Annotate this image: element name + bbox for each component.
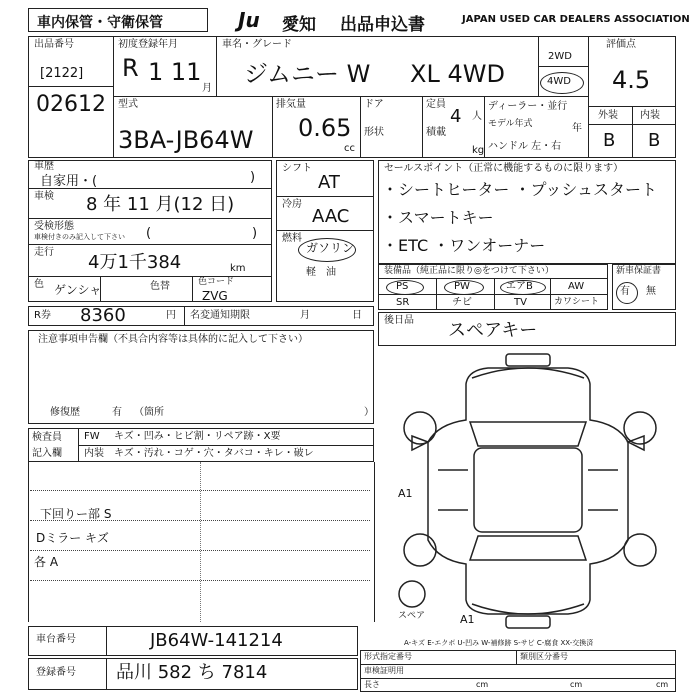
load-kg: kg: [472, 145, 485, 156]
form-title: 出品申込書: [340, 15, 425, 35]
sales-line-2: ・スマートキー: [382, 208, 494, 227]
sales-line-1: ・シートヒーター ・プッシュスタート: [382, 180, 658, 199]
displacement-value: 0.65: [298, 114, 352, 142]
fuel-value: ガソリン: [306, 241, 355, 255]
notes-label: 注意事項申告欄（不具合内容等は具体的に記入して下さい）: [38, 334, 308, 345]
warranty-yes: 有: [620, 286, 630, 297]
acceptance-label: 受検形態: [34, 221, 74, 232]
load-label: 積載: [426, 127, 446, 138]
recycle-value: 8360: [80, 305, 126, 326]
mileage-unit: km: [230, 263, 246, 274]
capacity-value: 4: [450, 106, 462, 127]
storage-label-box: [28, 8, 208, 32]
score-value: 4.5: [612, 66, 651, 94]
registration-label: 初度登録年月: [118, 39, 178, 50]
org-logo: [238, 8, 278, 30]
color-code-label: 色コード: [198, 277, 235, 287]
equip-aw: AW: [568, 281, 585, 292]
sales-points-label: セールスポイント（正常に機能するものに限ります）: [384, 163, 624, 174]
registration-month-unit: 月: [202, 83, 212, 94]
drive-4wd: 4WD: [547, 76, 571, 87]
equipment-label: 装備品（純正品に限り◎をつけて下さい）: [384, 266, 554, 276]
score-int: B: [648, 130, 661, 151]
door-label: ドア: [364, 99, 384, 110]
model-name: ジムニー W: [244, 60, 371, 88]
history-value: 自家用・(: [40, 174, 98, 189]
length-cm-3: cm: [656, 680, 669, 689]
score-label: 評価点: [606, 39, 636, 50]
displacement-label: 排気量: [276, 99, 306, 110]
equip-tv: TV: [514, 297, 527, 308]
inspector-label-1: 検査員: [32, 432, 62, 443]
repair-label: 修復歴: [50, 407, 80, 418]
shift-label: シフト: [282, 163, 312, 174]
spare-label: スペア: [398, 611, 426, 621]
chassis-label: 車台番号: [36, 634, 76, 645]
model-label: 車名・グレード: [222, 39, 292, 50]
notice-month: 月: [300, 310, 310, 321]
inspection-value: 8 年 11 月(12 日): [86, 194, 235, 215]
inspector-note-3: 各 A: [34, 555, 59, 569]
score-ext: B: [603, 130, 616, 151]
equip-chibi: チビ: [452, 297, 472, 308]
notice-day: 日: [352, 310, 362, 321]
inspector-row1-head: FW: [84, 431, 100, 442]
shape-label: 形状: [364, 127, 384, 138]
type-label: 型式: [118, 99, 138, 110]
recycle-label: R券: [34, 310, 51, 321]
score-ext-label: 外装: [598, 110, 618, 121]
inspector-label-2: 記入欄: [32, 448, 62, 459]
dealer-label: ディーラー・並行: [488, 101, 568, 112]
diesel-label: 軽 油: [306, 267, 336, 278]
storage-label: 車内保管・守衛保管: [37, 15, 163, 31]
inspector-row2: キズ・汚れ・コゲ・穴・タバコ・キレ・破レ: [114, 448, 314, 459]
history-close: ): [250, 170, 256, 185]
damage-legend: A-キズ E-エクボ U-凹み W-補修跡 S-サビ C-腐食 XX-交換済: [404, 639, 594, 647]
designated-label: 形式指定番号: [364, 652, 412, 661]
mark-a1-left: A1: [398, 487, 413, 500]
plate-value: 品川 582 ち 7814: [116, 662, 268, 683]
chassis-value: JB64W-141214: [150, 630, 283, 651]
notice-label: 名変通知期限: [190, 310, 250, 321]
registration-era: R: [122, 54, 139, 82]
drive-2wd: 2WD: [548, 51, 572, 62]
category-label: 類別区分番号: [520, 652, 568, 661]
equip-sr: SR: [396, 297, 410, 308]
listing-number: 02612: [36, 92, 106, 117]
org-english: JAPAN USED CAR DEALERS ASSOCIATION: [462, 14, 690, 25]
inspection-label: 車検: [34, 191, 54, 202]
mileage-value: 4万1千384: [88, 252, 182, 273]
capacity-label: 定員: [426, 99, 446, 110]
length-cm-2: cm: [570, 680, 583, 689]
inspector-row1: キズ・凹み・ヒビ割・リペア跡・X要: [114, 431, 281, 442]
org-name: 愛知: [282, 15, 316, 35]
warranty-no: 無: [646, 286, 656, 297]
equip-leather: カワシート: [554, 297, 600, 307]
recycle-yen: 円: [166, 310, 176, 321]
model-grade: XL 4WD: [410, 60, 505, 88]
type-value: 3BA-JB64W: [118, 126, 254, 154]
ac-value: AAC: [312, 206, 350, 227]
equip-pw: PW: [454, 281, 470, 292]
repair-close: ）: [364, 407, 374, 418]
plate-label: 登録番号: [36, 667, 76, 678]
color-value: ゲンシャ: [54, 283, 102, 297]
inspector-row2-head: 内装: [84, 448, 104, 459]
inspector-note-1: 下回りー部 S: [40, 507, 112, 521]
later-items-value: スペアキー: [448, 320, 538, 341]
color-code: ZVG: [202, 289, 228, 303]
ac-label: 冷房: [282, 199, 302, 210]
inspector-note-2: Dミラー キズ: [36, 531, 109, 545]
listing-bracket-code: [2122]: [40, 66, 84, 81]
acceptance-open: (: [146, 226, 152, 241]
handle-label: ハンドル 左・右: [488, 141, 562, 152]
capacity-unit: 人: [472, 111, 482, 122]
logo-mark: Ju: [238, 8, 260, 32]
length-cm-1: cm: [476, 680, 489, 689]
score-int-label: 内装: [640, 110, 660, 121]
acceptance-close: ): [252, 226, 258, 241]
car-damage-diagram: [378, 350, 676, 642]
acceptance-note: 車検付きのみ記入して下さい: [34, 233, 125, 241]
fuel-label: 燃料: [282, 233, 302, 244]
sales-line-3: ・ETC ・ワンオーナー: [382, 236, 546, 255]
repair-value: 有: [112, 407, 122, 418]
listing-number-label: 出品番号: [34, 39, 74, 50]
equip-ps: PS: [396, 281, 409, 292]
warranty-label: 新車保証書: [616, 266, 662, 276]
registration-value: 1 11: [148, 58, 202, 86]
model-year-unit: 年: [572, 123, 582, 134]
history-label: 車歴: [34, 161, 54, 172]
color-change-label: 色替: [150, 281, 170, 292]
displacement-cc: cc: [344, 143, 355, 154]
model-year-label: モデル年式: [488, 119, 533, 129]
length-label: 長さ: [364, 680, 380, 689]
mark-a1-bottom: A1: [460, 613, 475, 626]
mileage-label: 走行: [34, 247, 54, 258]
color-label: 色: [34, 279, 44, 290]
equip-airbag: エアB: [506, 281, 533, 292]
shift-value: AT: [318, 172, 340, 193]
repair-part: （箇所: [134, 407, 164, 418]
cert-label: 車検証明用: [364, 666, 404, 675]
later-items-label: 後日品: [384, 315, 414, 326]
